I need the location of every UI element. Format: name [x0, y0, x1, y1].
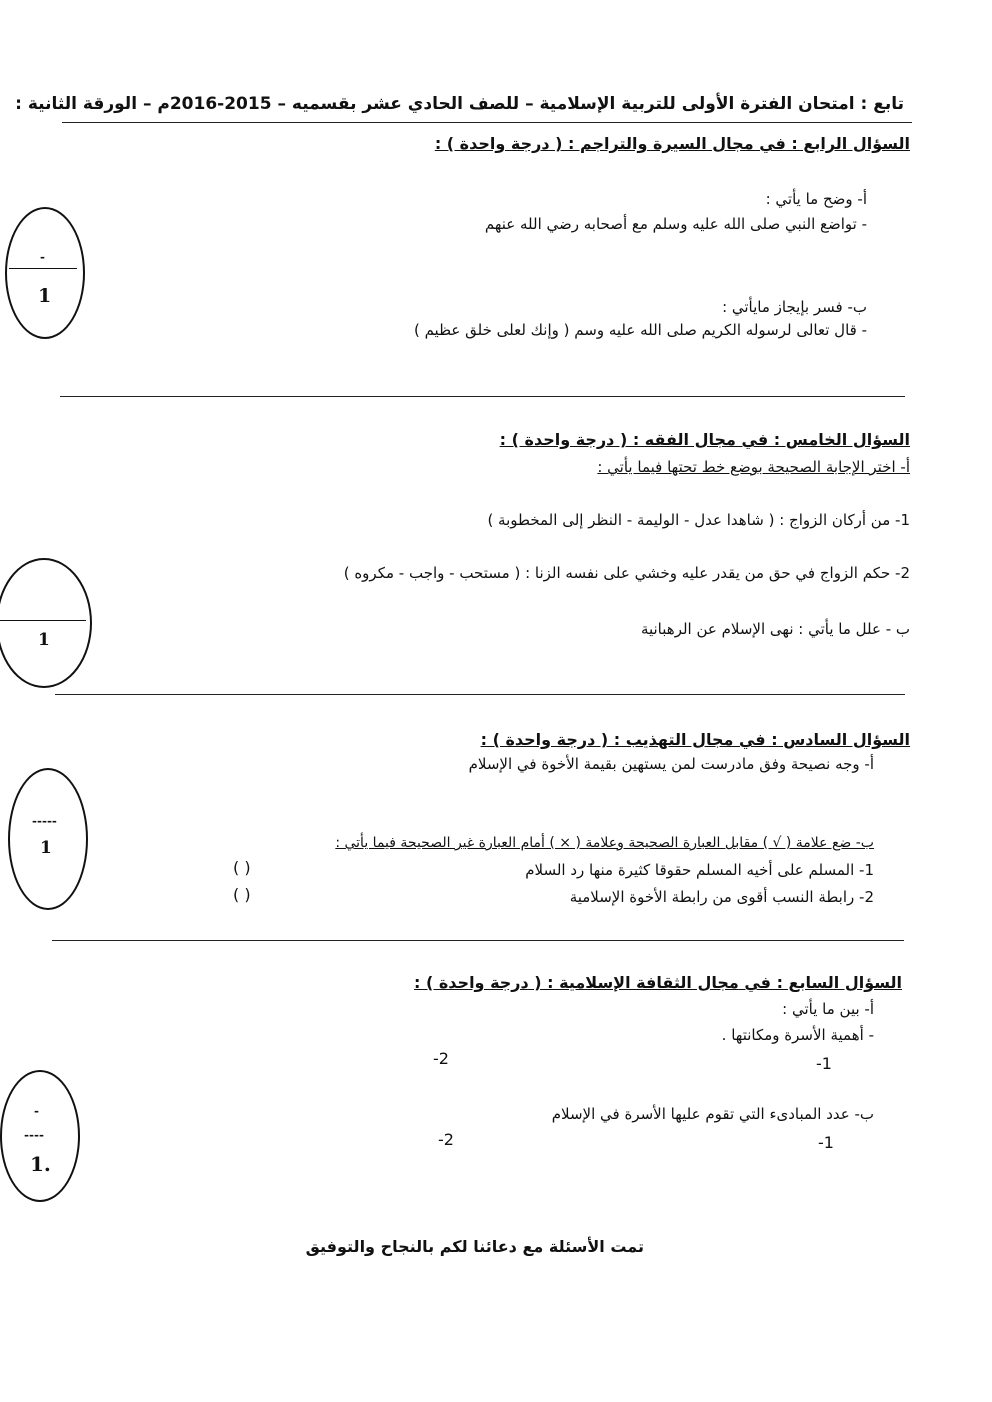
closing-message: تمت الأسئلة مع دعائنا لكم بالنجاح والتوفيق	[305, 1237, 644, 1256]
q5-score-divider	[0, 620, 86, 621]
q4-score-oval	[5, 207, 85, 339]
q4-b-item: - قال تعالى لرسوله الكريم صلى الله عليه وسم ( وإنك لعلى خلق عظيم )	[413, 321, 867, 339]
q5-item1: 1- من أركان الزواج : ( شاهدا عدل - الوليمة - النظر إلى المخطوبة )	[487, 511, 910, 529]
q5-b-item: ب - علل ما يأتي : نهى الإسلام عن الرهبانية	[640, 620, 910, 638]
q4-divider	[60, 396, 905, 397]
q7-a-label: أ- بين ما يأتي :	[782, 1000, 874, 1018]
q7-a-number-2: -2	[433, 1049, 449, 1068]
q6-item2-answer-bracket[interactable]: ( )	[233, 885, 251, 904]
q6-title: السؤال السادس : في مجال التهذيب : ( درجة واحدة ) :	[480, 730, 910, 749]
q4-score: 1	[38, 285, 52, 307]
q5-score: 1	[38, 630, 50, 650]
q5-score-oval	[0, 558, 92, 688]
q4-score-divider	[9, 268, 77, 269]
q7-score-top: -	[34, 1104, 39, 1118]
q6-score-top: -----	[32, 814, 57, 828]
q7-b-number-1: -1	[818, 1133, 834, 1152]
q7-a-item: - أهمية الأسرة ومكانتها .	[721, 1026, 874, 1044]
q6-item1-answer-bracket[interactable]: ( )	[233, 858, 251, 877]
q7-b-item: ب- عدد المبادىء التي تقوم عليها الأسرة في الإسلام	[551, 1105, 874, 1123]
q7-a-number-1: -1	[816, 1054, 832, 1073]
q7-score-mid: ----	[24, 1128, 44, 1142]
q4-a-item: - تواضع النبي صلى الله عليه وسلم مع أصحابه رضي الله عنهم	[484, 215, 867, 233]
q4-a-label: أ- وضح ما يأتي :	[765, 190, 867, 208]
q4-score-top: -	[40, 250, 45, 264]
q6-item2: 2- رابطة النسب أقوى من رابطة الأخوة الإسلامية	[569, 888, 874, 906]
q5-item2: 2- حكم الزواج في حق من يقدر عليه وخشي على نفسه الزنا : ( مستحب - واجب - مكروه )	[343, 564, 910, 582]
q5-a-label: أ- اختر الإجابة الصحيحة بوضع خط تحتها فيما يأتي :	[597, 458, 910, 476]
q4-title: السؤال الرابع : في مجال السيرة والتراجم : ( درجة واحدة ) :	[434, 134, 910, 153]
q6-score: 1	[40, 838, 52, 858]
header-divider	[62, 122, 912, 123]
q6-divider	[52, 940, 904, 941]
q4-b-label: ب- فسر بإيجاز مايأتي :	[722, 298, 867, 316]
q6-b-label: ب- ضع علامة ( √ ) مقابل العبارة الصحيحة وعلامة ( × ) أمام العبارة غير الصحيحة فيما يأتي :	[335, 835, 874, 851]
q7-title: السؤال السابع : في مجال الثقافة الإسلامية : ( درجة واحدة ) :	[414, 973, 902, 992]
q5-divider	[55, 694, 905, 695]
q6-item1: 1- المسلم على أخيه المسلم حقوقا كثيرة منها رد السلام	[525, 861, 874, 879]
exam-header-title: تابع : امتحان الفترة الأولى للتربية الإسلامية – للصف الحادي عشر بقسميه – 2015-2016م – الورقة الثانية :	[15, 94, 904, 114]
q5-title: السؤال الخامس : في مجال الفقه : ( درجة واحدة ) :	[499, 430, 910, 449]
q6-a-item: أ- وجه نصيحة وفق مادرست لمن يستهين بقيمة الأخوة في الإسلام	[468, 755, 874, 773]
q7-b-number-2: -2	[438, 1130, 454, 1149]
q7-score: 1.	[30, 1152, 51, 1176]
